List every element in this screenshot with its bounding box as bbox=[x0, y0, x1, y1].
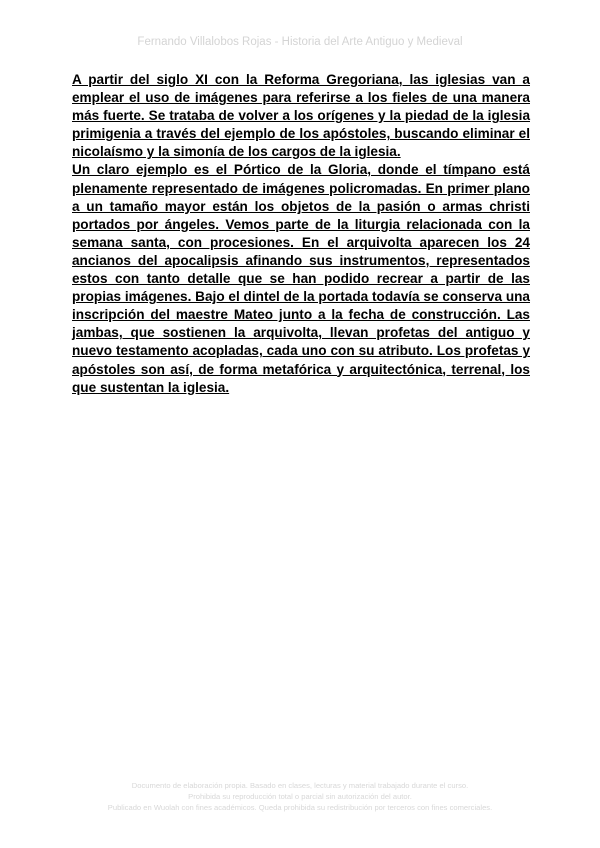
footer-line-3: Publicado en Wuolah con fines académicos. Queda prohibida su redistribución por terceros con fines comerciales. bbox=[107, 802, 493, 812]
paragraph-1: A partir del siglo XI con la Reforma Gregoriana, las iglesias van a emplear el uso de imágenes para referirse a los fieles de una manera más fuerte. Se trataba de volver a los orígenes y la piedad de la iglesia primigenia a través del ejemplo de los apóstoles, buscando eliminar el nicolaísmo y la simonía de los cargos de la iglesia. bbox=[72, 72, 530, 160]
footer-line-2: Prohibida su reproducción total o parcial sin autorización del autor. bbox=[188, 791, 412, 801]
page-footer bbox=[0, 781, 600, 813]
page-header: Fernando Villalobos Rojas - Historia del Arte Antiguo y Medieval bbox=[137, 36, 463, 48]
paragraph-2: Un claro ejemplo es el Pórtico de la Gloria, donde el tímpano está plenamente representado de imágenes policromadas. En primer plano a un tamaño mayor están los objetos de la pasión o armas christi portados por ángeles. Vemos parte de la liturgia relacionada con la semana santa, con procesiones. En el arquivolta aparecen los 24 ancianos del apocalipsis afinando sus instrumentos, representados estos con tanto detalle que se han podido recrear a partir de las propias imágenes. Bajo el dintel de la portada todavía se conserva una inscripción del maestre Mateo junto a la fecha de construcción. Las jambas, que sostienen la arquivolta, llevan profetas del antiguo y nuevo testamento acopladas, cada uno con su atributo. Los profetas y apóstoles son así, de forma metafórica y arquitectónica, terrenal, los que sustentan la iglesia. bbox=[72, 162, 530, 395]
document-body bbox=[72, 71, 530, 397]
footer-line-1: Documento de elaboración propia. Basado en clases, lecturas y material trabajado durante el curso. bbox=[131, 781, 469, 790]
